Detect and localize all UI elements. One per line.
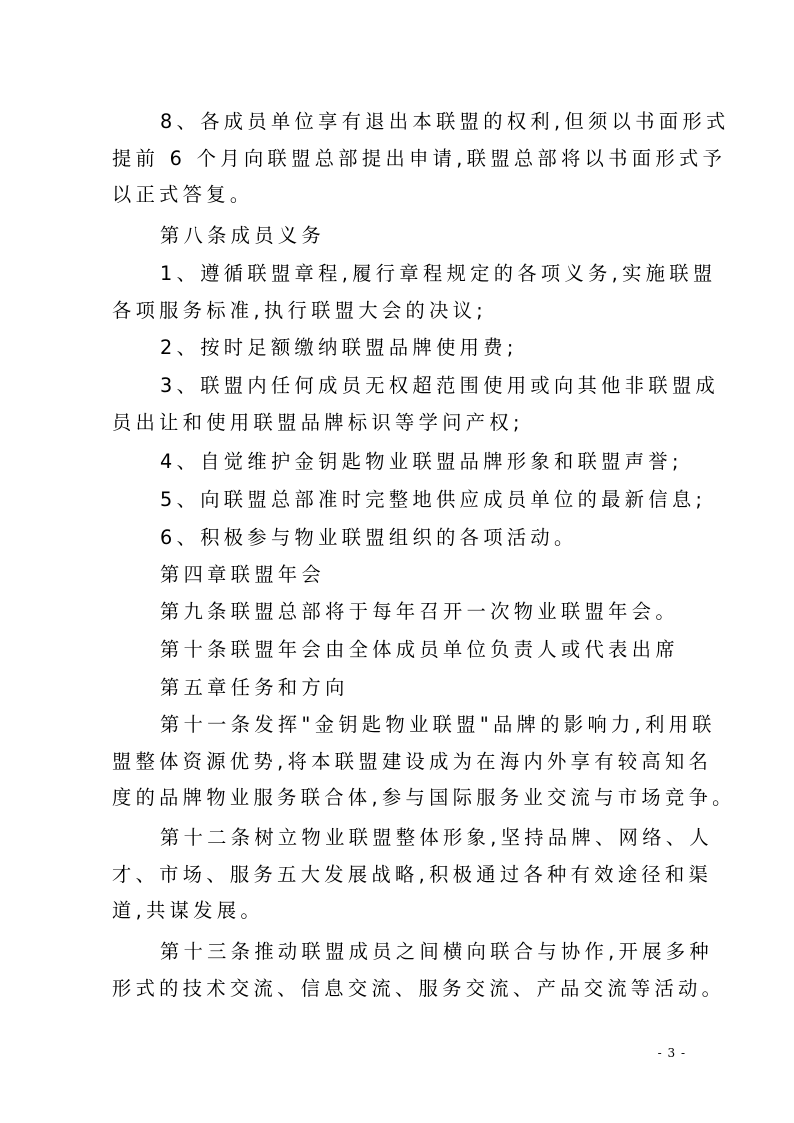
text-line: 第十条联盟年会由全体成员单位负责人或代表出席 xyxy=(160,638,679,661)
text-line: 盟整体资源优势,将本联盟建设成为在海内外享有较高知名 xyxy=(112,749,713,773)
text-line: 1、遵循联盟章程,履行章程规定的各项义务,实施联盟 xyxy=(160,262,717,285)
text-line: 提前 6 个月向联盟总部提出申请,联盟总部将以书面形式予 xyxy=(112,146,727,170)
chapter-heading xyxy=(112,670,692,707)
text-line: 4、自觉维护金钥匙物业联盟品牌形象和联盟声誉; xyxy=(160,450,683,473)
paragraph-item-1 xyxy=(112,256,717,329)
paragraph-article-11 xyxy=(112,707,736,817)
text-line: 5、向联盟总部准时完整地供应成员单位的最新信息; xyxy=(160,488,707,511)
text-line: 2、按时足额缴纳联盟品牌使用费; xyxy=(160,336,518,359)
text-line: 第九条联盟总部将于每年召开一次物业联盟年会。 xyxy=(160,600,679,623)
paragraph-item-4 xyxy=(112,444,692,481)
text-line: 第四章联盟年会 xyxy=(160,563,326,586)
paragraph-article-12 xyxy=(112,820,714,930)
text-line: 才、市场、服务五大发展战略,积极通过各种有效途径和渠 xyxy=(112,862,713,886)
paragraph-article-9 xyxy=(112,594,692,631)
text-line: 形式的技术交流、信息交流、服务交流、产品交流等活动。 xyxy=(112,976,726,1000)
text-line: 各项服务标准,执行联盟大会的决议; xyxy=(112,298,488,322)
text-line: 度的品牌物业服务联合体,参与国际服务业交流与市场竞争。 xyxy=(112,786,736,809)
text-line: 3、联盟内任何成员无权超范围使用或向其他非联盟成 xyxy=(160,374,720,397)
chapter-heading xyxy=(112,557,692,594)
paragraph-item-6 xyxy=(112,520,692,557)
section-heading xyxy=(112,218,692,255)
text-line: 以正式答复。 xyxy=(112,183,254,206)
paragraph-article-10 xyxy=(112,632,692,669)
text-line: 道,共谋发展。 xyxy=(112,899,265,922)
text-line: 员出让和使用联盟品牌标识等学问产权; xyxy=(112,410,524,434)
paragraph-item-5 xyxy=(112,482,707,519)
text-line: 8、各成员单位享有退出本联盟的权利,但须以书面形式 xyxy=(160,110,730,133)
text-line: 第十三条推动联盟成员之间横向联合与协作,开展多种 xyxy=(160,940,714,963)
text-line: 第十一条发挥"金钥匙物业联盟"品牌的影响力,利用联 xyxy=(160,713,716,736)
text-line: 第五章任务和方向 xyxy=(160,676,349,699)
paragraph-withdrawal-right xyxy=(112,104,730,214)
paragraph-item-3 xyxy=(112,368,720,441)
page-number: - 3 - xyxy=(657,1046,686,1060)
text-line: 6、积极参与物业联盟组织的各项活动。 xyxy=(160,526,578,549)
paragraph-article-13 xyxy=(112,934,726,1007)
text-line: 第八条成员义务 xyxy=(160,224,326,247)
text-line: 第十二条树立物业联盟整体形象,坚持品牌、网络、人 xyxy=(160,826,714,849)
paragraph-item-2 xyxy=(112,330,692,367)
